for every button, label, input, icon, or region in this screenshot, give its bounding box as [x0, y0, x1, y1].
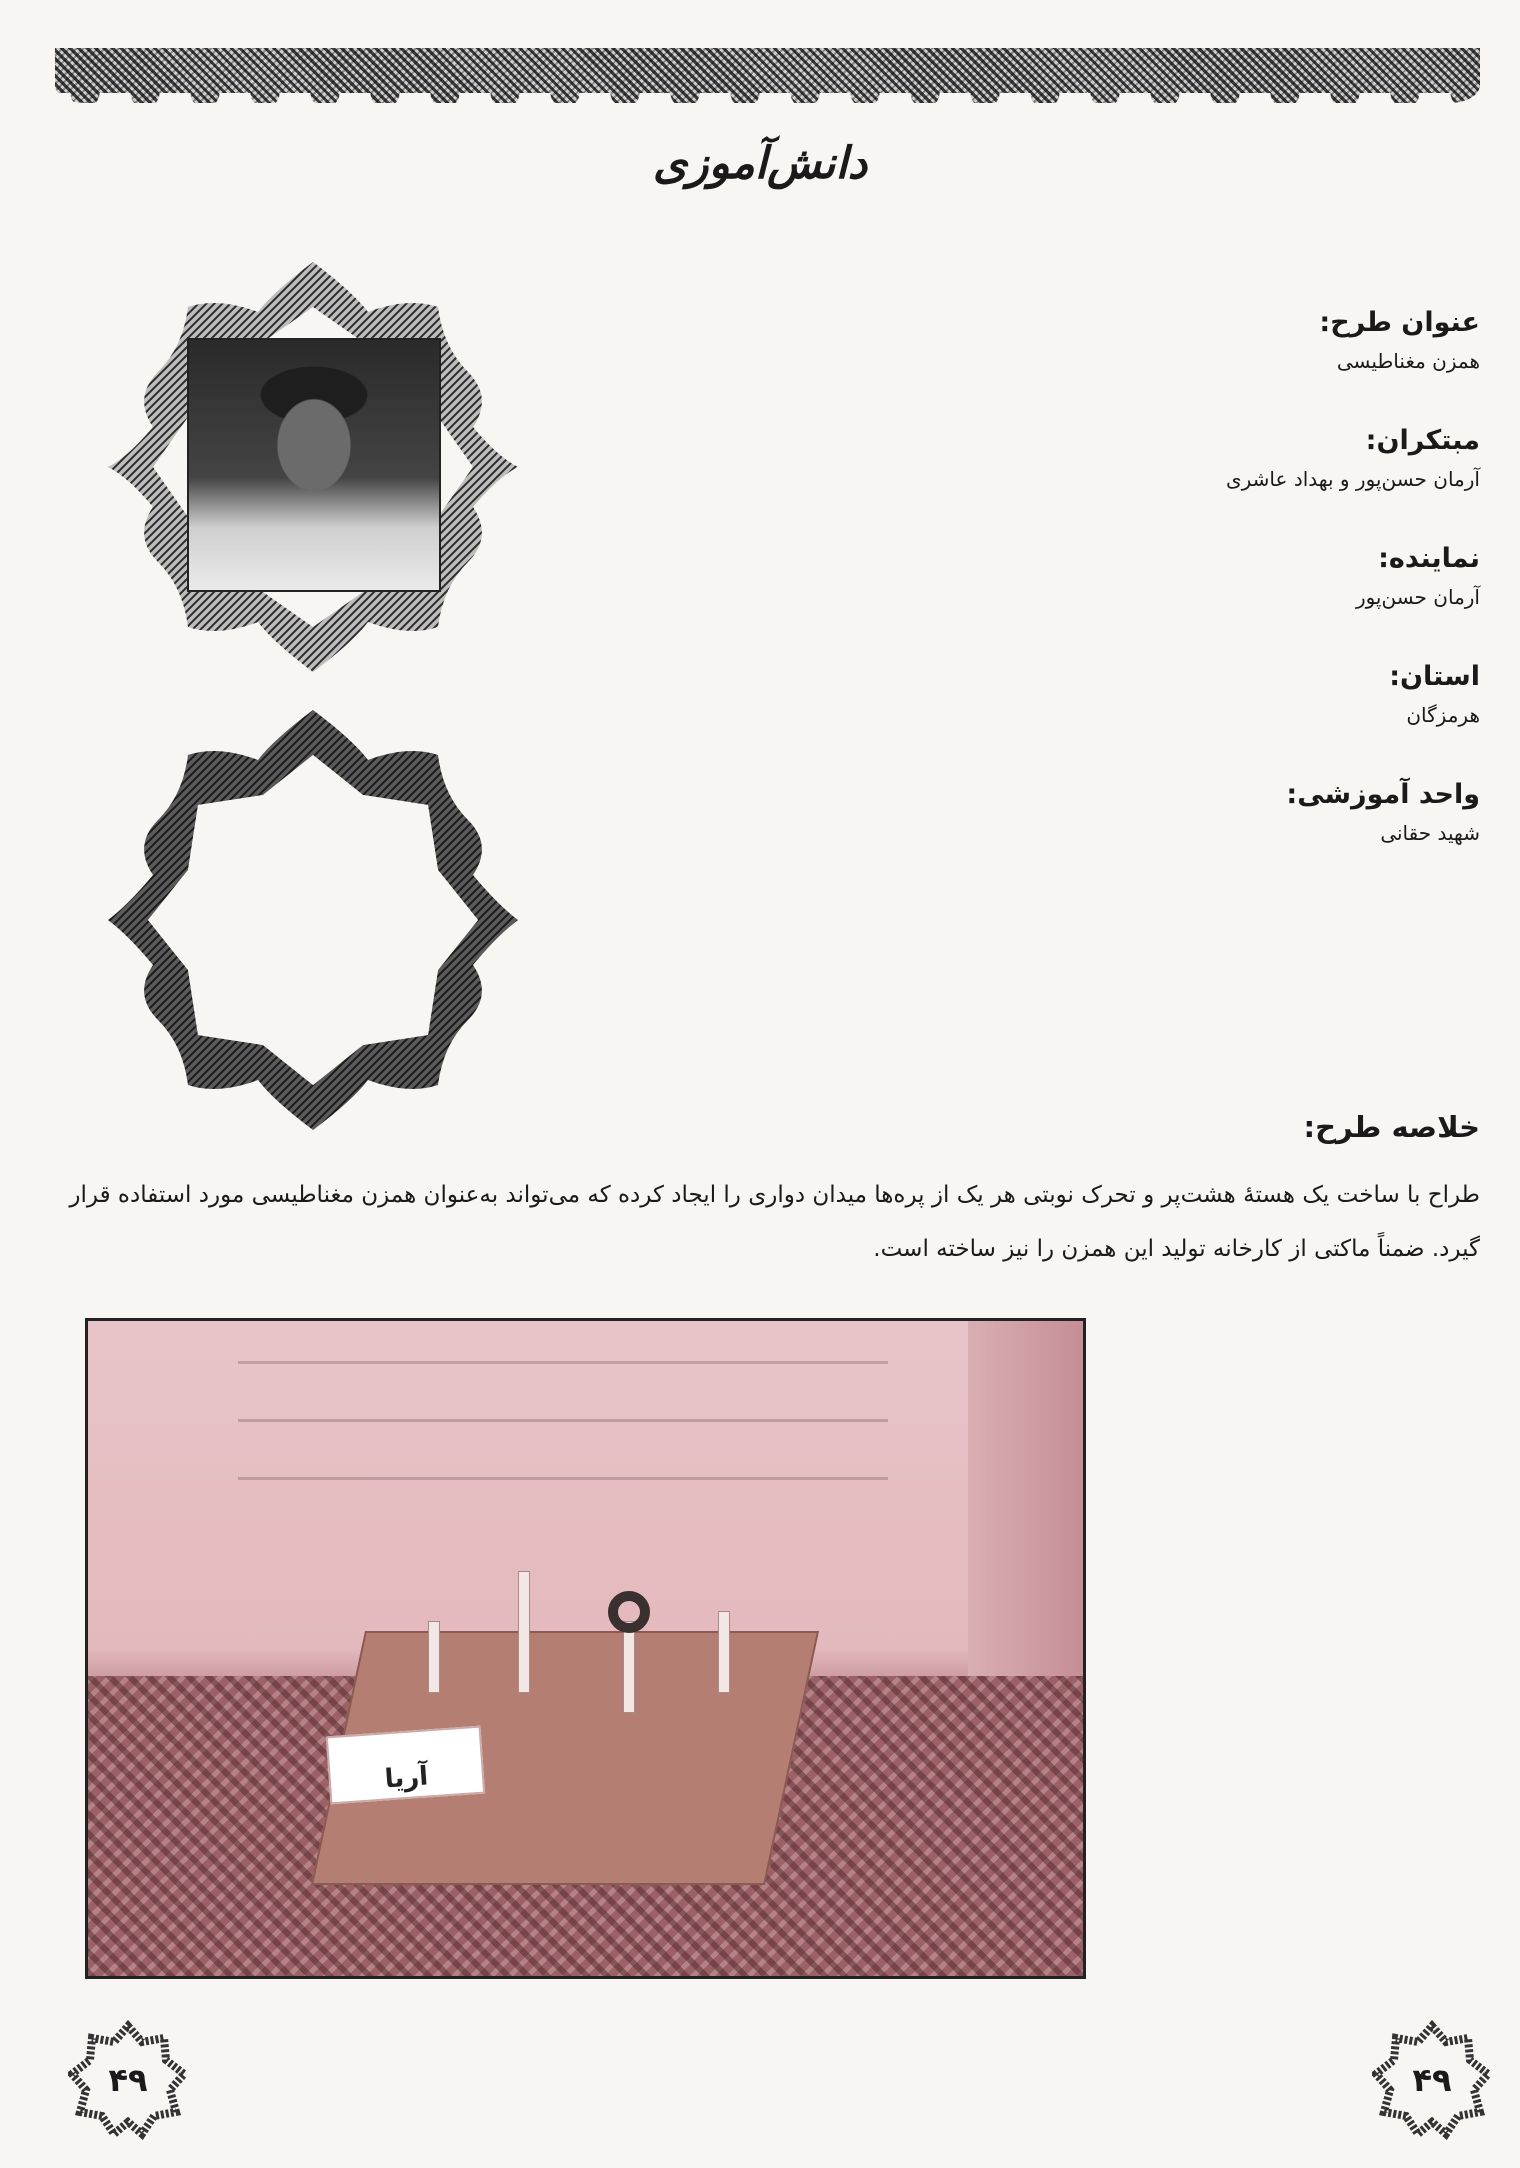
student-portrait-photo — [187, 338, 441, 592]
school-value: شهید حقانی — [1380, 821, 1480, 845]
section-title: دانش‌آموزی — [652, 138, 868, 189]
summary-title: خلاصه طرح: — [1303, 1110, 1480, 1144]
page-number-left-text: ۴۹ — [108, 2061, 148, 2099]
province-value: هرمزگان — [1406, 703, 1480, 727]
title-label: عنوان طرح: — [1319, 307, 1480, 338]
school-group — [980, 777, 1480, 847]
page-number-right — [1372, 2020, 1492, 2140]
province-label: استان: — [1389, 661, 1480, 692]
title-value: همزن مغناطیسی — [1336, 349, 1480, 373]
page-number-right-text: ۴۹ — [1412, 2061, 1452, 2099]
wall-writing — [238, 1361, 888, 1561]
model-post — [518, 1571, 530, 1693]
model-photograph — [85, 1318, 1086, 1979]
representative-value: آرمان حسن‌پور — [1355, 585, 1480, 609]
decorative-header-band — [55, 48, 1480, 103]
project-info — [980, 305, 1480, 895]
model-post — [428, 1621, 440, 1693]
empty-star-frame — [98, 700, 528, 1140]
inventors-group — [980, 423, 1480, 493]
province-group — [980, 659, 1480, 729]
school-label: واحد آموزشی: — [1286, 779, 1480, 810]
model-coil — [608, 1591, 650, 1633]
representative-group — [980, 541, 1480, 611]
model-name-tag: آریا — [326, 1726, 485, 1805]
inventors-value: آرمان حسن‌پور و بهداد عاشری — [1225, 467, 1480, 491]
inventors-label: مبتکران: — [1365, 425, 1480, 456]
model-post — [623, 1621, 635, 1713]
representative-label: نماینده: — [1378, 543, 1480, 574]
model-post — [718, 1611, 730, 1693]
summary-text: طراح با ساخت یک هستهٔ هشت‌پر و تحرک نوبتی هر یک از پره‌ها میدان دواری را ایجاد کرده که می‌تواند به‌عنوان همزن مغناطیسی مورد استفاده قرار گیرد. ضمناً ماکتی از کارخانه تولید این همزن را نیز ساخته است. — [69, 1182, 1480, 1262]
title-group — [980, 305, 1480, 375]
page-number-left — [68, 2020, 188, 2140]
